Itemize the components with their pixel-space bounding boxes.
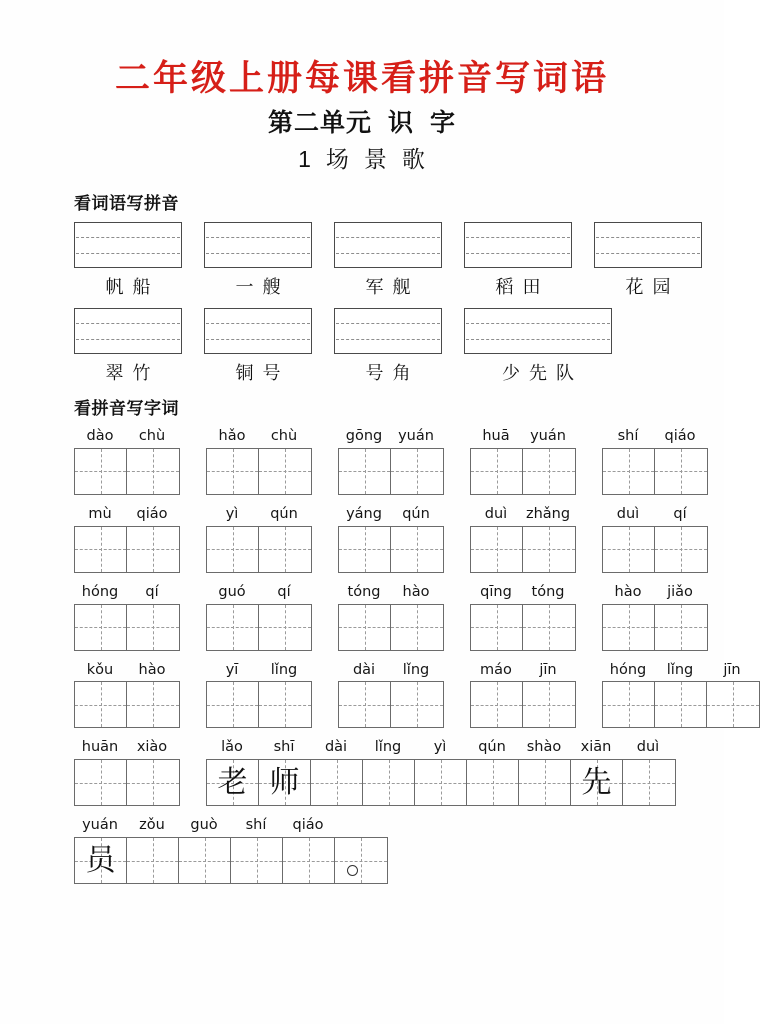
word-label: 军舰 xyxy=(365,276,420,298)
word-pinyin-group xyxy=(464,308,612,385)
section-write-pinyin xyxy=(0,214,724,385)
pinyin-character-group xyxy=(206,740,676,806)
tianzige-cell[interactable] xyxy=(231,838,283,883)
word-label: 铜号 xyxy=(235,362,290,384)
tianzige-cell[interactable] xyxy=(655,449,707,494)
tianzige-cell[interactable] xyxy=(471,682,523,727)
pinyin-syllable: dài xyxy=(352,661,376,678)
character-grid-row xyxy=(74,818,724,884)
pinyin-prompt xyxy=(206,740,676,756)
pinyin-prompt xyxy=(74,429,180,445)
tianzige-cell[interactable] xyxy=(259,527,311,572)
pinyin-prompt xyxy=(74,663,180,679)
written-character: 老 xyxy=(217,764,248,800)
tianzige-cell[interactable] xyxy=(339,682,391,727)
tianzige-cell[interactable] xyxy=(75,760,127,805)
pinyin-guide-line xyxy=(76,339,180,340)
tianzige-grid[interactable] xyxy=(206,681,312,728)
tianzige-cell[interactable] xyxy=(339,527,391,572)
pinyin-character-group xyxy=(602,585,708,651)
tianzige-cell[interactable] xyxy=(283,838,335,883)
circle-mark-icon xyxy=(347,865,358,876)
pinyin-syllable: lǐng xyxy=(666,661,694,678)
tianzige-cell[interactable] xyxy=(471,527,523,572)
pinyin-prompt xyxy=(338,585,444,601)
pinyin-syllable: huān xyxy=(81,739,119,756)
pinyin-syllable: dào xyxy=(86,427,114,444)
tianzige-cell[interactable] xyxy=(623,760,675,805)
tianzige-cell[interactable] xyxy=(391,605,443,650)
character-grid-row xyxy=(74,740,724,806)
pinyin-guide-line xyxy=(76,253,180,254)
pinyin-syllable: lǐng xyxy=(374,739,402,756)
section-write-chars xyxy=(0,419,741,885)
tianzige-cell[interactable] xyxy=(75,449,127,494)
pinyin-prompt xyxy=(470,507,576,523)
word-pinyin-group xyxy=(334,222,442,299)
written-character: 师 xyxy=(269,764,300,800)
pinyin-prompt xyxy=(602,507,708,523)
tianzige-cell[interactable] xyxy=(571,760,623,805)
pinyin-prompt xyxy=(602,585,708,601)
tianzige-cell[interactable] xyxy=(127,605,179,650)
tianzige-grid[interactable] xyxy=(206,526,312,573)
pinyin-character-group xyxy=(74,507,180,573)
pinyin-syllable: qí xyxy=(673,505,687,522)
pinyin-character-group xyxy=(74,663,180,729)
pinyin-character-group xyxy=(338,585,444,651)
tianzige-cell[interactable] xyxy=(259,449,311,494)
tianzige-cell[interactable] xyxy=(363,760,415,805)
word-label: 少先队 xyxy=(502,362,583,384)
pinyin-character-group xyxy=(206,663,312,729)
tianzige-cell[interactable] xyxy=(415,760,467,805)
tianzige-cell[interactable] xyxy=(127,527,179,572)
tianzige-cell[interactable] xyxy=(707,682,759,727)
tianzige-grid[interactable] xyxy=(602,526,708,573)
tianzige-grid[interactable] xyxy=(74,526,180,573)
tianzige-cell[interactable] xyxy=(655,682,707,727)
pinyin-syllable: lǎo xyxy=(221,739,243,756)
pinyin-prompt xyxy=(338,507,444,523)
tianzige-grid[interactable] xyxy=(602,681,760,728)
pinyin-writing-box[interactable] xyxy=(334,308,442,354)
pinyin-prompt xyxy=(602,429,708,445)
pinyin-character-group xyxy=(338,507,444,573)
pinyin-syllable: hóng xyxy=(81,583,119,600)
unit-title xyxy=(0,99,724,138)
tianzige-grid[interactable] xyxy=(338,604,444,651)
pinyin-syllable: qún xyxy=(402,505,430,522)
tianzige-cell[interactable] xyxy=(335,838,387,883)
tianzige-grid[interactable] xyxy=(470,448,576,495)
lesson-title xyxy=(0,137,724,172)
tianzige-grid[interactable] xyxy=(74,448,180,495)
pinyin-syllable: tóng xyxy=(347,583,381,600)
tianzige-cell[interactable] xyxy=(339,605,391,650)
written-character: 先 xyxy=(581,764,612,800)
pinyin-syllable: guó xyxy=(218,583,246,600)
word-label: 帆船 xyxy=(105,276,160,298)
page-title: 二年级上册每课看拼音写词语 xyxy=(114,58,609,99)
pinyin-character-group xyxy=(74,818,388,884)
pinyin-syllable: lǐng xyxy=(402,661,430,678)
pinyin-guide-line xyxy=(206,253,310,254)
word-pinyin-group xyxy=(74,222,182,299)
pinyin-syllable: jiǎo xyxy=(667,583,693,600)
pinyin-character-group xyxy=(338,429,444,495)
tianzige-cell[interactable] xyxy=(523,527,575,572)
pinyin-prompt xyxy=(470,585,576,601)
pinyin-character-group xyxy=(602,663,760,729)
tianzige-cell[interactable] xyxy=(207,682,259,727)
pinyin-syllable: huā xyxy=(482,427,510,444)
tianzige-grid[interactable] xyxy=(74,837,388,884)
pinyin-prompt xyxy=(206,663,312,679)
pinyin-guide-line xyxy=(466,237,570,238)
pinyin-syllable: lǐng xyxy=(270,661,298,678)
tianzige-grid[interactable] xyxy=(74,604,180,651)
pinyin-writing-box[interactable] xyxy=(464,222,572,268)
pinyin-syllable: qún xyxy=(478,739,506,756)
pinyin-guide-line xyxy=(336,237,440,238)
pinyin-guide-line xyxy=(466,339,610,340)
pinyin-character-group xyxy=(470,585,576,651)
pinyin-prompt xyxy=(206,507,312,523)
pinyin-character-group xyxy=(206,585,312,651)
pinyin-syllable: kǒu xyxy=(86,661,114,678)
tianzige-cell[interactable] xyxy=(207,760,259,805)
pinyin-box-row xyxy=(74,222,724,299)
tianzige-grid[interactable] xyxy=(338,526,444,573)
tianzige-cell[interactable] xyxy=(207,527,259,572)
pinyin-syllable: qí xyxy=(145,583,159,600)
tianzige-grid[interactable] xyxy=(602,448,708,495)
word-label: 翠竹 xyxy=(105,362,160,384)
tianzige-cell[interactable] xyxy=(127,449,179,494)
tianzige-cell[interactable] xyxy=(523,605,575,650)
pinyin-character-group xyxy=(74,740,180,806)
pinyin-syllable: shào xyxy=(526,739,562,756)
pinyin-character-group xyxy=(470,429,576,495)
pinyin-guide-line xyxy=(596,253,700,254)
tianzige-cell[interactable] xyxy=(127,760,179,805)
pinyin-guide-line xyxy=(76,323,180,324)
pinyin-prompt xyxy=(206,585,312,601)
pinyin-character-group xyxy=(470,507,576,573)
tianzige-cell[interactable] xyxy=(523,682,575,727)
pinyin-character-group xyxy=(338,663,444,729)
pinyin-guide-line xyxy=(466,253,570,254)
pinyin-guide-line xyxy=(206,323,310,324)
pinyin-syllable: yuán xyxy=(82,817,118,834)
unit-title-part-1: 第二单元 xyxy=(267,108,372,137)
pinyin-syllable: xiān xyxy=(580,739,612,756)
tianzige-cell[interactable] xyxy=(655,527,707,572)
lesson-title-part-1: 场 xyxy=(325,146,350,173)
pinyin-guide-line xyxy=(596,237,700,238)
pinyin-syllable: yì xyxy=(225,505,239,522)
pinyin-syllable: mù xyxy=(88,505,112,522)
pinyin-character-group xyxy=(602,429,708,495)
tianzige-grid[interactable] xyxy=(470,604,576,651)
tianzige-cell[interactable] xyxy=(519,760,571,805)
tianzige-cell[interactable] xyxy=(311,760,363,805)
tianzige-cell[interactable] xyxy=(179,838,231,883)
pinyin-syllable: gōng xyxy=(345,427,383,444)
pinyin-syllable: zǒu xyxy=(139,817,165,834)
pinyin-writing-box[interactable] xyxy=(204,222,312,268)
tianzige-cell[interactable] xyxy=(75,605,127,650)
pinyin-prompt xyxy=(74,585,180,601)
tianzige-cell[interactable] xyxy=(339,449,391,494)
pinyin-writing-box[interactable] xyxy=(74,222,182,268)
pinyin-prompt xyxy=(470,429,576,445)
pinyin-prompt xyxy=(470,663,576,679)
tianzige-grid[interactable] xyxy=(338,681,444,728)
pinyin-character-group xyxy=(74,585,180,651)
pinyin-syllable: dài xyxy=(324,739,348,756)
pinyin-character-group xyxy=(602,507,708,573)
tianzige-cell[interactable] xyxy=(127,838,179,883)
tianzige-grid[interactable] xyxy=(470,526,576,573)
pinyin-guide-line xyxy=(336,253,440,254)
tianzige-cell[interactable] xyxy=(655,605,707,650)
pinyin-prompt xyxy=(602,663,760,679)
pinyin-syllable: shí xyxy=(245,817,267,834)
pinyin-syllable: qiáo xyxy=(664,427,696,444)
pinyin-prompt xyxy=(338,429,444,445)
pinyin-character-group xyxy=(74,429,180,495)
tianzige-cell[interactable] xyxy=(467,760,519,805)
pinyin-character-group xyxy=(206,429,312,495)
pinyin-syllable: yuán xyxy=(530,427,566,444)
pinyin-guide-line xyxy=(76,237,180,238)
tianzige-grid[interactable] xyxy=(74,681,180,728)
tianzige-grid[interactable] xyxy=(338,448,444,495)
pinyin-syllable: xiào xyxy=(136,739,168,756)
pinyin-syllable: hào xyxy=(402,583,430,600)
word-label: 花园 xyxy=(625,276,680,298)
tianzige-cell[interactable] xyxy=(207,449,259,494)
pinyin-syllable: guò xyxy=(190,817,218,834)
pinyin-syllable: yuán xyxy=(398,427,434,444)
pinyin-syllable: duì xyxy=(484,505,508,522)
pinyin-syllable: duì xyxy=(636,739,660,756)
pinyin-syllable: hào xyxy=(138,661,166,678)
pinyin-syllable: qiáo xyxy=(136,505,168,522)
pinyin-syllable: hǎo xyxy=(218,427,246,444)
word-pinyin-group xyxy=(464,222,572,299)
tianzige-grid[interactable] xyxy=(602,604,708,651)
pinyin-writing-box[interactable] xyxy=(334,222,442,268)
written-character: 员 xyxy=(85,842,116,878)
pinyin-guide-line xyxy=(336,323,440,324)
pinyin-syllable: qīng xyxy=(480,583,512,600)
pinyin-syllable: tóng xyxy=(531,583,565,600)
pinyin-syllable: yī xyxy=(225,661,239,678)
pinyin-syllable: shí xyxy=(617,427,639,444)
tianzige-grid[interactable] xyxy=(206,604,312,651)
tianzige-cell[interactable] xyxy=(603,449,655,494)
pinyin-writing-box[interactable] xyxy=(74,308,182,354)
character-grid-row xyxy=(74,661,741,729)
pinyin-syllable: chù xyxy=(138,427,166,444)
section-heading-write-pinyin: 看词语写拼音 xyxy=(74,193,179,213)
pinyin-prompt xyxy=(74,507,180,523)
section-heading-write-chars: 看拼音写字词 xyxy=(74,398,179,418)
pinyin-syllable: yáng xyxy=(346,505,382,522)
pinyin-guide-line xyxy=(206,339,310,340)
pinyin-prompt xyxy=(74,818,388,834)
pinyin-guide-line xyxy=(336,339,440,340)
pinyin-syllable: qí xyxy=(277,583,291,600)
tianzige-cell[interactable] xyxy=(75,682,127,727)
tianzige-cell[interactable] xyxy=(207,605,259,650)
pinyin-character-group xyxy=(206,507,312,573)
character-grid-row xyxy=(74,585,724,651)
tianzige-cell[interactable] xyxy=(391,527,443,572)
tianzige-cell[interactable] xyxy=(75,838,127,883)
tianzige-grid[interactable] xyxy=(206,448,312,495)
tianzige-cell[interactable] xyxy=(603,682,655,727)
pinyin-syllable: qiáo xyxy=(292,817,324,834)
tianzige-cell[interactable] xyxy=(391,682,443,727)
lesson-title-part-3: 歌 xyxy=(401,146,426,173)
pinyin-syllable: chù xyxy=(270,427,298,444)
word-pinyin-group xyxy=(334,308,442,385)
word-pinyin-group xyxy=(204,222,312,299)
pinyin-prompt xyxy=(206,429,312,445)
pinyin-character-group xyxy=(470,663,576,729)
pinyin-syllable: jīn xyxy=(539,661,557,678)
pinyin-syllable: hào xyxy=(614,583,642,600)
tianzige-cell[interactable] xyxy=(391,449,443,494)
pinyin-writing-box[interactable] xyxy=(204,308,312,354)
pinyin-syllable: duì xyxy=(616,505,640,522)
pinyin-guide-line xyxy=(466,323,610,324)
tianzige-cell[interactable] xyxy=(471,605,523,650)
word-pinyin-group xyxy=(594,222,702,299)
word-label: 号角 xyxy=(365,362,420,384)
word-pinyin-group xyxy=(74,308,182,385)
tianzige-grid[interactable] xyxy=(470,681,576,728)
pinyin-syllable: hóng xyxy=(609,661,647,678)
word-label: 一艘 xyxy=(235,276,290,298)
pinyin-syllable: qún xyxy=(270,505,298,522)
character-grid-row xyxy=(74,429,724,495)
lesson-title-part-2: 景 xyxy=(363,146,388,173)
pinyin-syllable: jīn xyxy=(723,661,741,678)
tianzige-grid[interactable] xyxy=(74,759,180,806)
pinyin-syllable: shī xyxy=(273,739,295,756)
pinyin-writing-box[interactable] xyxy=(464,308,612,354)
unit-title-part-2: 识 xyxy=(387,108,414,137)
pinyin-prompt xyxy=(74,740,180,756)
tianzige-grid[interactable] xyxy=(206,759,676,806)
word-label: 稻田 xyxy=(495,276,550,298)
tianzige-cell[interactable] xyxy=(471,449,523,494)
pinyin-syllable: máo xyxy=(480,661,512,678)
tianzige-cell[interactable] xyxy=(523,449,575,494)
pinyin-writing-box[interactable] xyxy=(594,222,702,268)
pinyin-syllable: yì xyxy=(433,739,447,756)
pinyin-syllable: zhǎng xyxy=(525,505,571,522)
character-grid-row xyxy=(74,507,724,573)
word-pinyin-group xyxy=(204,308,312,385)
tianzige-cell[interactable] xyxy=(259,760,311,805)
tianzige-cell[interactable] xyxy=(603,527,655,572)
tianzige-cell[interactable] xyxy=(603,605,655,650)
pinyin-box-row xyxy=(74,308,724,385)
pinyin-prompt xyxy=(338,663,444,679)
tianzige-cell[interactable] xyxy=(259,605,311,650)
tianzige-cell[interactable] xyxy=(75,527,127,572)
tianzige-cell[interactable] xyxy=(259,682,311,727)
tianzige-cell[interactable] xyxy=(127,682,179,727)
unit-title-part-3: 字 xyxy=(430,108,457,137)
pinyin-guide-line xyxy=(206,237,310,238)
lesson-number: 1 xyxy=(298,146,312,173)
